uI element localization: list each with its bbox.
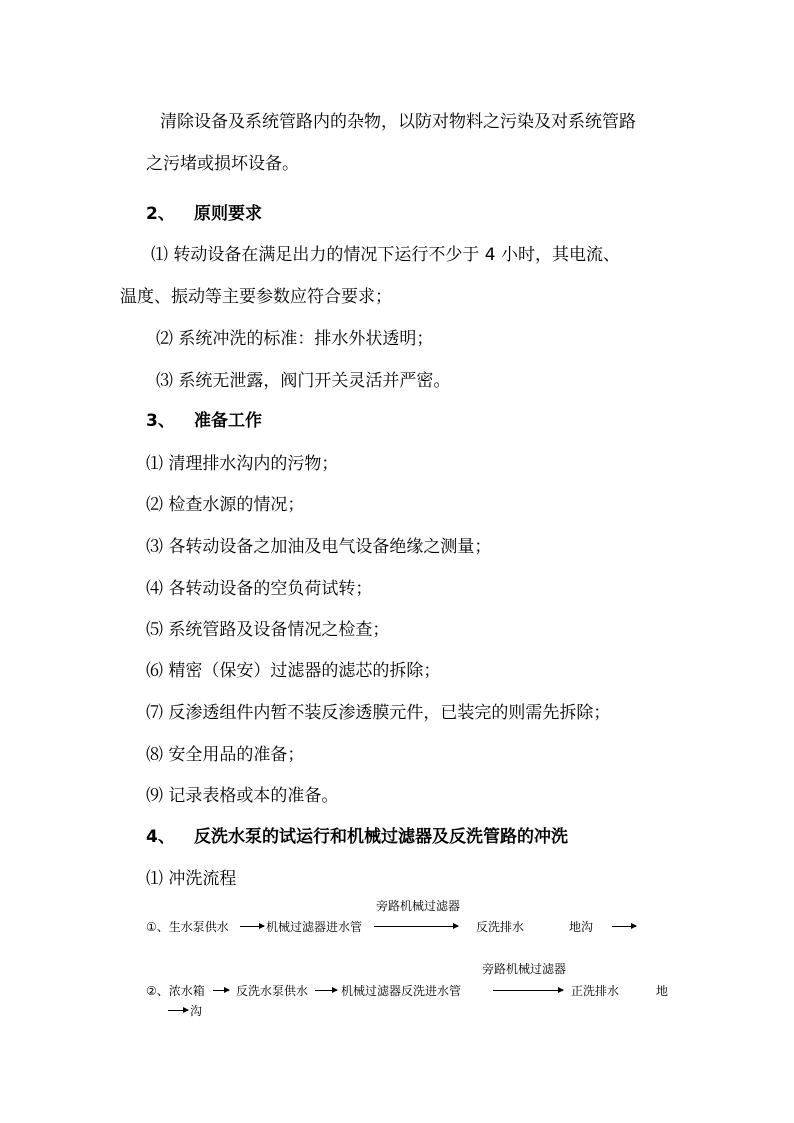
flow1-node-1: ①、生水泵供水 [146, 920, 229, 934]
section-title: 原则要求 [194, 204, 262, 224]
prep-item-4: ⑷ 各转动设备的空负荷试转； [146, 579, 373, 599]
requirement-2: ⑵ 系统冲洗的标准：排水外状透明； [156, 329, 434, 349]
prep-item-3: ⑶ 各转动设备之加油及电气设备绝缘之测量； [146, 537, 492, 557]
prep-item-5: ⑸ 系统管路及设备情况之检查； [146, 620, 390, 640]
flow1-bypass-label: 旁路机械过滤器 [376, 899, 461, 913]
requirement-1a: ⑴ 转动设备在满足出力的情况下运行不少于 4 小时，其电流、 [151, 245, 621, 265]
requirement-1b: 温度、振动等主要参数应符合要求； [120, 287, 392, 307]
flow2-bypass-label: 旁路机械过滤器 [482, 962, 567, 976]
section-number: 3、 [146, 411, 175, 431]
flow2-node-4: 正洗排水 [571, 984, 620, 998]
section-4-heading [146, 822, 568, 847]
flow2-node-1: ②、浓水箱 [146, 984, 205, 998]
flow1-node-4: 地沟 [569, 920, 594, 934]
prep-item-6: ⑹ 精密（保安）过滤器的滤芯的拆除； [146, 661, 441, 681]
prep-item-9: ⑼ 记录表格或本的准备。 [146, 786, 339, 806]
flow2-arrow-1 [213, 990, 229, 991]
prep-item-8: ⑻ 安全用品的准备； [146, 745, 305, 765]
flow2-arrow-3 [493, 990, 563, 991]
prep-item-7: ⑺ 反渗透组件内暂不装反渗透膜元件，已装完的则需先拆除； [146, 703, 611, 723]
flow2-arrow-2 [315, 990, 337, 991]
flow2-node-3: 机械过滤器反洗进水管 [341, 984, 462, 998]
intro-line-2: 之污堵或损坏设备。 [146, 154, 299, 174]
prep-item-2: ⑵ 检查水源的情况； [146, 495, 305, 515]
prep-item-1: ⑴ 清理排水沟内的污物； [146, 454, 339, 474]
flow2-arrow-4 [168, 1010, 188, 1011]
flow2-node-5-part-1: 地 [656, 984, 669, 998]
section-number: 2、 [146, 204, 175, 224]
flow1-node-2: 机械过滤器进水管 [266, 920, 363, 934]
section-title: 反洗水泵的试运行和机械过滤器及反洗管路的冲洗 [194, 827, 568, 847]
flow2-node-5-part-2: 沟 [190, 1004, 203, 1018]
section-title: 准备工作 [194, 411, 262, 431]
intro-line-1: 清除设备及系统管路内的杂物，以防对物料之污染及对系统管路 [160, 112, 636, 132]
section-2-heading [146, 199, 262, 224]
section-3-heading [146, 406, 262, 431]
requirement-3: ⑶ 系统无泄露，阀门开关灵活并严密。 [156, 371, 451, 391]
flush-process-label: ⑴ 冲洗流程 [146, 869, 237, 889]
flow1-node-3: 反洗排水 [476, 920, 525, 934]
flow1-arrow-2 [374, 926, 458, 927]
flow1-arrow-3 [612, 926, 636, 927]
flow1-arrow-1 [240, 926, 264, 927]
flow2-node-2: 反洗水泵供水 [236, 984, 309, 998]
section-number: 4、 [146, 827, 175, 847]
